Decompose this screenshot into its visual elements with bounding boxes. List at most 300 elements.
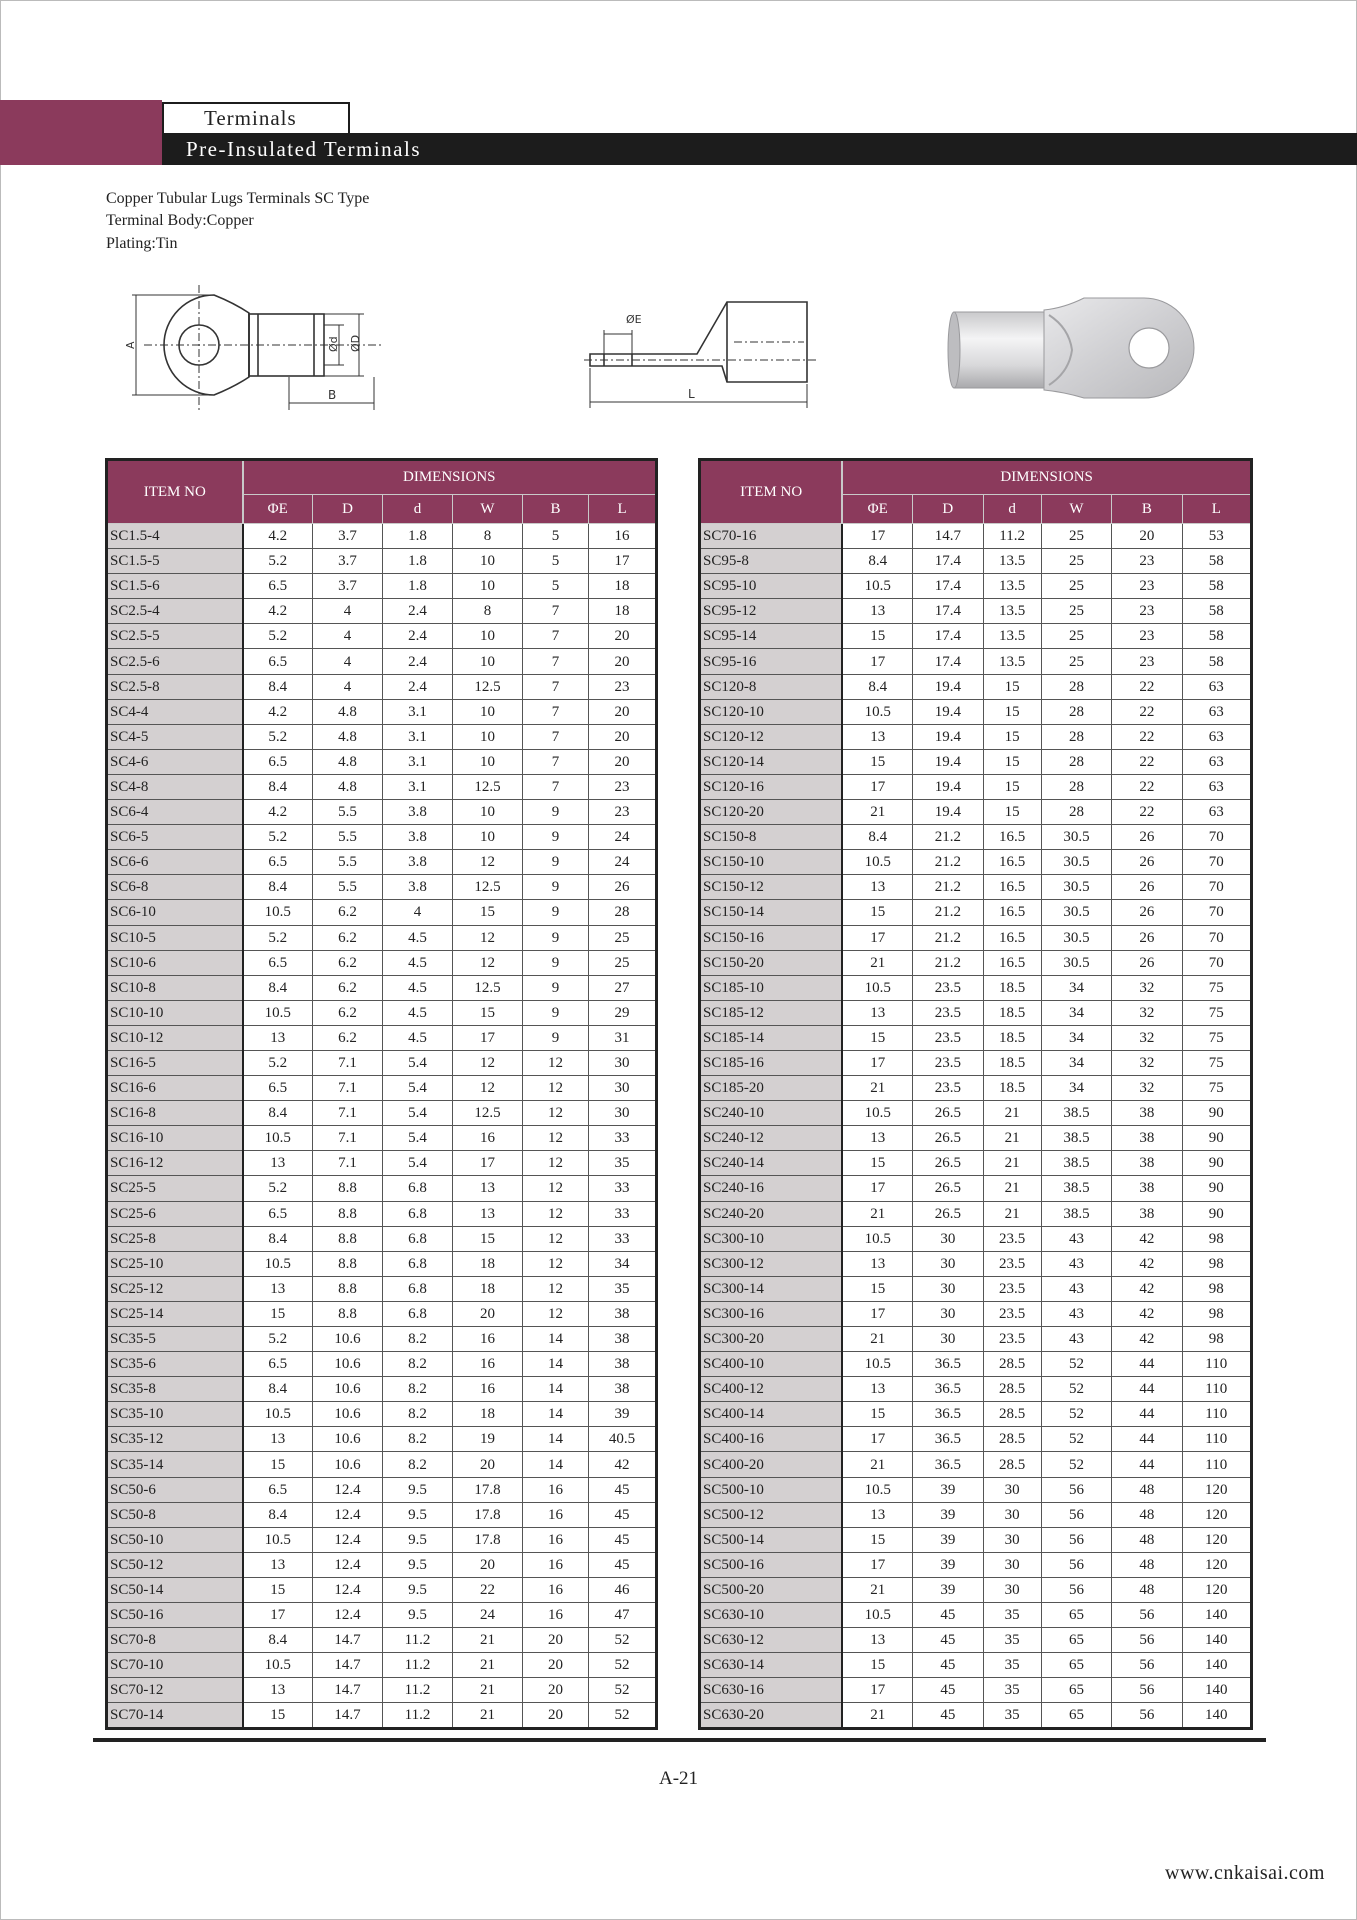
table-row [107,1678,657,1703]
dim-label-oD: ØD [349,334,362,352]
item-no-cell: SC240-10 [700,1101,843,1126]
dimension-cell: 3.1 [383,774,453,799]
dimension-cell: 5.2 [243,1327,313,1352]
dimension-cell: 70 [1182,825,1251,850]
dimension-cell: 16 [453,1327,523,1352]
dimension-cell: 12 [453,850,523,875]
dimension-cell: 16.5 [983,900,1041,925]
dimension-cell: 5.2 [243,925,313,950]
dimension-cell: 34 [1041,1000,1111,1025]
dimension-cell: 14 [523,1427,589,1452]
dimension-cell: 20 [1112,524,1182,549]
dimension-cell: 8 [453,524,523,549]
dimension-cell: 6.8 [383,1176,453,1201]
table-row [700,1201,1252,1226]
dimension-cell: 4 [383,900,453,925]
dimension-cell: 13.5 [983,649,1041,674]
dimension-cell: 30.5 [1041,825,1111,850]
dimension-cell: 10.6 [313,1402,383,1427]
dimension-cell: 35 [983,1653,1041,1678]
dimension-cell: 38 [589,1377,657,1402]
dimension-cell: 56 [1041,1552,1111,1577]
dimension-cell: 8.2 [383,1402,453,1427]
dimension-cell: 10.6 [313,1427,383,1452]
dimension-cell: 26 [1112,925,1182,950]
table-row [700,950,1252,975]
dimension-cell: 53 [1182,524,1251,549]
dimension-cell: 30 [983,1502,1041,1527]
dimension-cell: 18 [453,1402,523,1427]
dimension-cell: 10.5 [243,1653,313,1678]
dimension-cell: 12.5 [453,875,523,900]
dimension-cell: 23 [589,674,657,699]
dimension-cell: 75 [1182,1025,1251,1050]
dimension-cell: 12.5 [453,975,523,1000]
dim-label-oE: ØE [626,313,642,326]
table-row [700,850,1252,875]
dimension-cell: 32 [1112,1050,1182,1075]
dimension-cell: 36.5 [913,1452,983,1477]
dimension-cell: 5.4 [383,1126,453,1151]
dimension-cell: 13.5 [983,574,1041,599]
dimension-cell: 15 [983,724,1041,749]
dimension-cell: 28.5 [983,1377,1041,1402]
dimension-cell: 11.2 [383,1653,453,1678]
dimension-cell: 25 [1041,574,1111,599]
dimension-cell: 30 [983,1527,1041,1552]
dimension-cell: 52 [1041,1402,1111,1427]
dimension-cell: 26 [1112,825,1182,850]
dimension-cell: 44 [1112,1377,1182,1402]
dimension-cell: 30 [913,1276,983,1301]
item-no-cell: SC2.5-4 [107,599,243,624]
dimension-cell: 38 [1112,1101,1182,1126]
item-no-cell: SC185-20 [700,1076,843,1101]
dimension-cell: 26 [1112,900,1182,925]
dimension-cell: 8.8 [313,1176,383,1201]
dimension-cell: 22 [1112,674,1182,699]
dimension-cell: 140 [1182,1678,1251,1703]
dimension-cell: 10.5 [842,574,912,599]
table-row [107,1251,657,1276]
dimension-cell: 42 [1112,1251,1182,1276]
dimension-cell: 11.2 [383,1678,453,1703]
dimension-cell: 12.4 [313,1552,383,1577]
dimension-cell: 16 [523,1552,589,1577]
table-row [107,1101,657,1126]
dimension-cell: 4 [313,674,383,699]
dimension-cell: 9 [523,1025,589,1050]
item-no-cell: SC2.5-5 [107,624,243,649]
dimension-cell: 6.5 [243,850,313,875]
dimension-cell: 110 [1182,1402,1251,1427]
dimension-cell: 45 [589,1477,657,1502]
dimension-cell: 14 [523,1327,589,1352]
item-no-cell: SC10-5 [107,925,243,950]
dimension-cell: 56 [1041,1502,1111,1527]
dimension-cell: 11.2 [983,524,1041,549]
dimension-cell: 45 [589,1502,657,1527]
dimension-cell: 15 [842,1276,912,1301]
table-row [700,1352,1252,1377]
table-row [107,1402,657,1427]
dimension-cell: 9.5 [383,1577,453,1602]
dimension-cell: 23.5 [983,1226,1041,1251]
dim-label-od: Ød [327,336,340,352]
dimension-cell: 5.2 [243,549,313,574]
dimension-cell: 34 [1041,1050,1111,1075]
dimension-cell: 56 [1041,1577,1111,1602]
dimension-cell: 13.5 [983,599,1041,624]
dimension-cell: 98 [1182,1327,1251,1352]
dimension-cell: 7.1 [313,1126,383,1151]
dimension-cell: 26.5 [913,1151,983,1176]
item-no-cell: SC500-14 [700,1527,843,1552]
dimension-cell: 10 [453,825,523,850]
dimension-cell: 12 [523,1276,589,1301]
dimension-cell: 7 [523,699,589,724]
dimension-cell: 10.5 [243,1000,313,1025]
table-row [700,1301,1252,1326]
item-no-cell: SC35-6 [107,1352,243,1377]
dimension-cell: 33 [589,1176,657,1201]
item-no-cell: SC50-14 [107,1577,243,1602]
dimension-cell: 3.8 [383,875,453,900]
dimension-cell: 12 [523,1126,589,1151]
dimension-cell: 22 [1112,774,1182,799]
item-no-cell: SC150-10 [700,850,843,875]
dimension-cell: 5.2 [243,1176,313,1201]
dimension-cell: 30 [913,1327,983,1352]
dimension-cell: 13 [243,1678,313,1703]
dimension-cell: 4.8 [313,699,383,724]
dimension-cell: 23 [589,774,657,799]
dimension-cell: 15 [842,1151,912,1176]
dimension-cell: 52 [1041,1452,1111,1477]
dimension-cell: 9 [523,850,589,875]
dimension-cell: 6.5 [243,1076,313,1101]
dimension-cell: 30.5 [1041,875,1111,900]
dimension-cell: 15 [842,1527,912,1552]
dimension-cell: 5.5 [313,850,383,875]
dimension-cell: 22 [1112,724,1182,749]
table-row [107,624,657,649]
dimension-cell: 48 [1112,1477,1182,1502]
dimension-cell: 12.4 [313,1477,383,1502]
dimension-cell: 2.4 [383,624,453,649]
dimension-cell: 21 [453,1678,523,1703]
dimension-cell: 8.4 [842,825,912,850]
dimension-cell: 13 [243,1151,313,1176]
dimension-cell: 75 [1182,1000,1251,1025]
dimension-cell: 19.4 [913,674,983,699]
item-no-cell: SC1.5-4 [107,524,243,549]
dimension-cell: 4 [313,624,383,649]
dimension-cell: 13 [243,1276,313,1301]
dimension-cell: 14.7 [313,1703,383,1729]
dimension-cell: 15 [983,674,1041,699]
dimension-cell: 32 [1112,1000,1182,1025]
dimension-cell: 20 [453,1301,523,1326]
dimension-cell: 70 [1182,900,1251,925]
dimension-cell: 30 [913,1301,983,1326]
dimension-cell: 39 [913,1527,983,1552]
item-no-cell: SC35-12 [107,1427,243,1452]
dimension-cell: 10 [453,649,523,674]
dimension-cell: 30.5 [1041,925,1111,950]
dimension-cell: 56 [1041,1527,1111,1552]
item-no-cell: SC400-10 [700,1352,843,1377]
dimension-cell: 23 [1112,599,1182,624]
dimension-cell: 9 [523,975,589,1000]
dimension-cell: 19.4 [913,724,983,749]
dimension-cell: 63 [1182,774,1251,799]
dimension-cell: 3.8 [383,800,453,825]
table-row [700,975,1252,1000]
dimension-cell: 5.5 [313,800,383,825]
dimension-cell: 10.5 [243,1527,313,1552]
dimension-cell: 52 [1041,1377,1111,1402]
table-row [700,599,1252,624]
dimension-cell: 45 [913,1678,983,1703]
dimension-cell: 45 [913,1603,983,1628]
dimension-cell: 26.5 [913,1126,983,1151]
dimension-cell: 5.4 [383,1050,453,1075]
dimension-cell: 21 [842,1452,912,1477]
dimension-cell: 38 [589,1327,657,1352]
dimension-cell: 14 [523,1377,589,1402]
dimension-cell: 56 [1112,1653,1182,1678]
table-row [700,1226,1252,1251]
dimension-cell: 16 [523,1603,589,1628]
dimension-cell: 17 [453,1151,523,1176]
dimension-cell: 10.5 [243,1251,313,1276]
dimension-cell: 30.5 [1041,900,1111,925]
dimension-cell: 42 [1112,1226,1182,1251]
dimension-cell: 28 [1041,724,1111,749]
dimension-cell: 19.4 [913,699,983,724]
table-row [700,875,1252,900]
dimension-cell: 44 [1112,1427,1182,1452]
table-row [700,1327,1252,1352]
dimension-cell: 43 [1041,1327,1111,1352]
dimension-cell: 30 [913,1251,983,1276]
item-no-cell: SC25-5 [107,1176,243,1201]
item-no-cell: SC16-5 [107,1050,243,1075]
item-no-cell: SC10-6 [107,950,243,975]
item-no-cell: SC300-16 [700,1301,843,1326]
dimension-cell: 9.5 [383,1502,453,1527]
dimension-cell: 26 [589,875,657,900]
item-no-cell: SC50-16 [107,1603,243,1628]
dimension-cell: 29 [589,1000,657,1025]
dimension-cell: 20 [453,1552,523,1577]
item-no-cell: SC50-6 [107,1477,243,1502]
dimension-cell: 21 [983,1201,1041,1226]
dimension-cell: 10.5 [243,1402,313,1427]
column-header: B [1112,495,1182,524]
dimension-cell: 16 [523,1477,589,1502]
dimension-cell: 35 [983,1628,1041,1653]
item-no-cell: SC150-16 [700,925,843,950]
item-no-cell: SC630-12 [700,1628,843,1653]
dimension-cell: 26.5 [913,1176,983,1201]
dimension-cell: 24 [453,1603,523,1628]
dimension-cell: 7.1 [313,1101,383,1126]
table-row [700,825,1252,850]
dimension-cell: 10 [453,574,523,599]
dimension-cell: 44 [1112,1352,1182,1377]
dimension-cell: 14.7 [313,1678,383,1703]
dimension-cell: 18 [589,574,657,599]
dimension-cell: 14.7 [313,1628,383,1653]
dimension-cell: 16 [453,1126,523,1151]
dimension-cell: 13 [842,1000,912,1025]
dimension-cell: 6.8 [383,1301,453,1326]
table-row [107,1653,657,1678]
table-row [107,1301,657,1326]
dimension-cell: 13 [842,1628,912,1653]
item-no-cell: SC500-20 [700,1577,843,1602]
dim-label-l: L [688,387,695,401]
top-view-drawing [124,285,454,415]
table-row [107,900,657,925]
dimension-cell: 13 [243,1025,313,1050]
spec-line-plating: Plating:Tin [106,235,178,252]
dimension-cell: 19 [453,1427,523,1452]
table-row [700,1050,1252,1075]
dimension-cell: 21.2 [913,825,983,850]
item-no-cell: SC25-6 [107,1201,243,1226]
dimension-cell: 28 [589,900,657,925]
item-no-cell: SC1.5-6 [107,574,243,599]
dimension-cell: 5 [523,549,589,574]
dimension-cell: 20 [453,1452,523,1477]
dimension-cell: 12 [523,1226,589,1251]
table-row [700,1703,1252,1729]
dimension-cell: 16.5 [983,925,1041,950]
dimension-cell: 21 [842,1703,912,1729]
dimension-cell: 3.1 [383,699,453,724]
dimension-cell: 6.8 [383,1276,453,1301]
dimension-cell: 15 [842,1402,912,1427]
item-no-cell: SC50-8 [107,1502,243,1527]
dimension-cell: 110 [1182,1352,1251,1377]
item-no-cell: SC35-14 [107,1452,243,1477]
column-header: W [453,495,523,524]
dimension-cell: 28.5 [983,1402,1041,1427]
item-no-cell: SC16-6 [107,1076,243,1101]
dimension-cell: 8.2 [383,1452,453,1477]
dimension-cell: 21 [842,950,912,975]
dimension-cell: 25 [1041,524,1111,549]
dimension-cell: 23.5 [913,1025,983,1050]
item-no-header: ITEM NO [700,460,843,524]
table-row [107,1452,657,1477]
dimension-cell: 14 [523,1402,589,1427]
dimension-cell: 22 [1112,749,1182,774]
item-no-cell: SC6-10 [107,900,243,925]
dimension-cell: 10.5 [842,1603,912,1628]
item-no-cell: SC400-16 [700,1427,843,1452]
table-row [107,800,657,825]
dimension-cell: 46 [589,1577,657,1602]
dimension-cell: 17 [842,1050,912,1075]
dimension-cell: 120 [1182,1577,1251,1602]
dimension-cell: 33 [589,1201,657,1226]
table-row [700,624,1252,649]
dimension-cell: 20 [589,649,657,674]
dimension-cell: 23 [1112,574,1182,599]
dimension-cell: 56 [1112,1678,1182,1703]
dimension-cell: 10.5 [842,1101,912,1126]
item-no-cell: SC25-10 [107,1251,243,1276]
table-row [700,1000,1252,1025]
dimension-cell: 12 [453,925,523,950]
dimension-cell: 9 [523,800,589,825]
dimension-cell: 33 [589,1126,657,1151]
table-row [700,1653,1252,1678]
item-no-cell: SC10-8 [107,975,243,1000]
item-no-cell: SC70-12 [107,1678,243,1703]
dimension-cell: 45 [913,1628,983,1653]
dimension-cell: 12 [523,1076,589,1101]
table-row [107,1025,657,1050]
dimension-cell: 10.5 [243,1126,313,1151]
dimension-cell: 17 [453,1025,523,1050]
dimension-cell: 7.1 [313,1151,383,1176]
dimension-cell: 120 [1182,1552,1251,1577]
dimension-cell: 15 [243,1301,313,1326]
dimension-cell: 9.5 [383,1603,453,1628]
item-no-cell: SC70-14 [107,1703,243,1729]
dimension-cell: 16 [589,524,657,549]
dimension-cell: 56 [1041,1477,1111,1502]
dimension-cell: 38.5 [1041,1176,1111,1201]
dimension-cell: 20 [589,749,657,774]
item-no-cell: SC50-12 [107,1552,243,1577]
dimension-cell: 9 [523,825,589,850]
table-row [700,1377,1252,1402]
dimension-cell: 17 [589,549,657,574]
dimension-cell: 13 [243,1427,313,1452]
dimension-cell: 15 [983,749,1041,774]
item-no-cell: SC630-14 [700,1653,843,1678]
table-row [107,749,657,774]
dimension-cell: 8.4 [243,1628,313,1653]
dimension-cell: 10.5 [842,699,912,724]
dimension-cell: 3.8 [383,825,453,850]
dimension-cell: 6.5 [243,749,313,774]
dimension-cell: 12.5 [453,674,523,699]
column-header: W [1041,495,1111,524]
dimension-cell: 21 [842,1201,912,1226]
table-row [107,850,657,875]
dimension-cell: 12 [523,1301,589,1326]
table-row [107,1201,657,1226]
dim-label-a: A [124,341,137,349]
dimension-cell: 6.8 [383,1201,453,1226]
dimension-cell: 6.2 [313,950,383,975]
dimension-cell: 52 [589,1678,657,1703]
dimension-cell: 34 [1041,1025,1111,1050]
table-row [107,1276,657,1301]
dimension-cell: 15 [453,900,523,925]
dimension-cell: 28 [1041,774,1111,799]
dimension-cell: 17 [842,1176,912,1201]
column-header: D [313,495,383,524]
dimension-cell: 8.4 [842,549,912,574]
